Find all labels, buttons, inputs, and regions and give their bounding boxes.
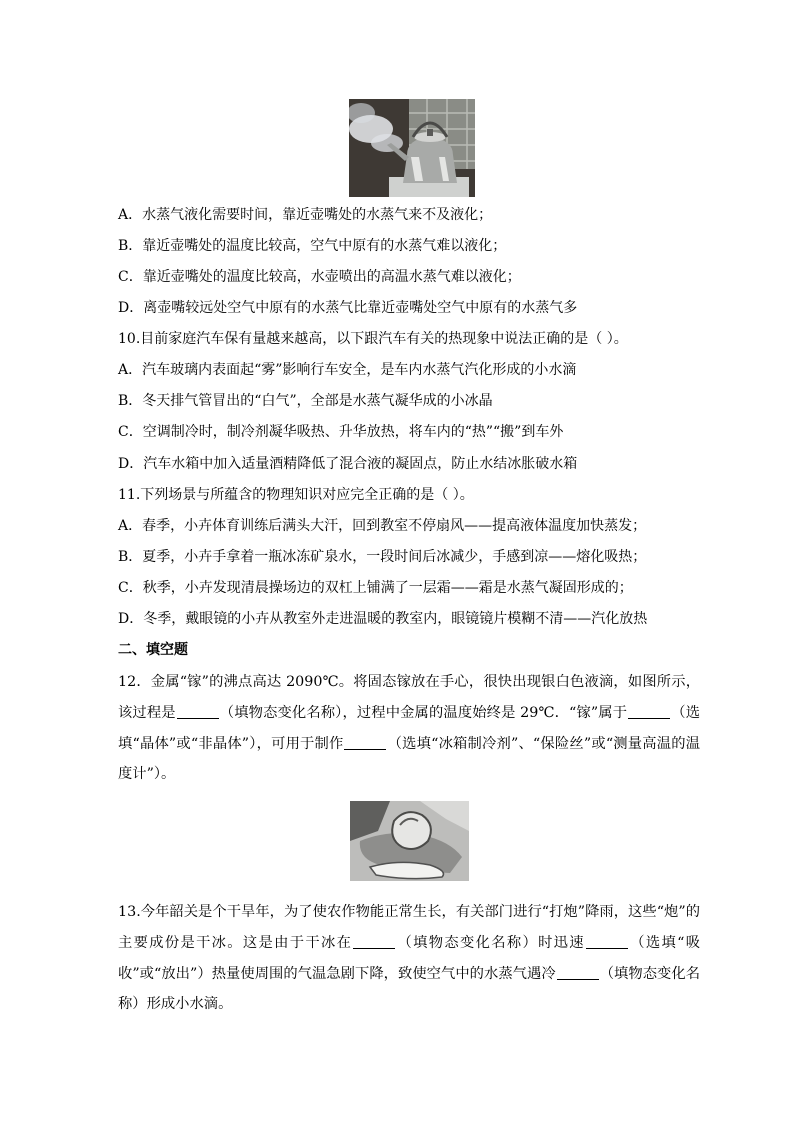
q11-option-b: B．夏季，小卉手拿着一瓶冰冻矿泉水，一段时间后冰减少，手感到凉——熔化吸热； — [118, 549, 647, 565]
q12-part-2: （填物态变化名称），过程中金属的温度始终是 29℃．“镓”属于 — [219, 704, 628, 721]
q9-option-b: B．靠近壶嘴处的温度比较高，空气中原有的水蒸气难以液化； — [118, 238, 507, 254]
q10-stem: 10.目前家庭汽车保有量越来越高，以下跟汽车有关的热现象中说法正确的是（ ）。 — [118, 331, 628, 347]
q12-blank-3[interactable] — [344, 734, 386, 750]
q10-option-d: D．汽车水箱中加入适量酒精降低了混合液的凝固点，防止水结冰胀破水箱 — [118, 456, 578, 472]
q11-option-c: C．秋季，小卉发现清晨操场边的双杠上铺满了一层霜——霜是水蒸气凝固形成的； — [118, 580, 633, 596]
q10-option-a: A．汽车玻璃内表面起“雾”影响行车安全，是车内水蒸气汽化形成的小水滴 — [118, 362, 577, 378]
q12-paragraph — [118, 667, 700, 790]
q12-part-3: （选填“晶体”或“非晶体”），可用于制作 — [118, 704, 700, 752]
q13-part-4: （填物态变化名称）形成小水滴。 — [118, 965, 700, 1013]
q9-option-a: A．水蒸气液化需要时间，靠近壶嘴处的水蒸气来不及液化； — [118, 207, 493, 223]
q13-part-2: （填物态变化名称）时迅速 — [396, 934, 585, 951]
gallium-hand-image — [350, 801, 469, 881]
q9-option-c: C．靠近壶嘴处的温度比较高，水壶喷出的高温水蒸气难以液化； — [118, 269, 521, 285]
q10-option-c: C．空调制冷时，制冷剂凝华吸热、升华放热，将车内的“热”“搬”到车外 — [118, 424, 564, 440]
q12-blank-2[interactable] — [628, 703, 670, 719]
q13-paragraph — [118, 897, 700, 1020]
q9-option-d: D．离壶嘴较远处空气中原有的水蒸气比靠近壶嘴处空气中原有的水蒸气多 — [118, 300, 578, 316]
kettle-steam-image — [349, 99, 475, 197]
q13-blank-3[interactable] — [557, 964, 599, 980]
q13-part-3: （选填“吸收”或“放出”）热量使周围的气温急剧下降，致使空气中的水蒸气遇冷 — [118, 934, 701, 982]
q11-option-a: A．春季，小卉体育训练后满头大汗，回到教室不停扇风——提高液体温度加快蒸发； — [118, 518, 647, 534]
q11-stem: 11.下列场景与所蕴含的物理知识对应完全正确的是（ ）。 — [118, 487, 474, 503]
q12-part-1: 12．金属“镓”的沸点高达 2090℃。将固态镓放在手心，很快出现银白色液滴，如图所示，该过程是 — [118, 674, 700, 721]
q13-blank-2[interactable] — [586, 933, 628, 949]
q13-part-1: 13.今年韶关是个干旱年，为了使农作物能正常生长，有关部门进行“打炮”降雨，这些“炮”的主要成份是干冰。这是由于干冰在 — [118, 904, 700, 951]
q10-option-b: B．冬天排气管冒出的“白气”，全部是水蒸气凝华成的小冰晶 — [118, 393, 493, 409]
q13-blank-1[interactable] — [353, 933, 395, 949]
q12-blank-1[interactable] — [177, 703, 219, 719]
q12-part-4: （选填“冰箱制冷剂”、“保险丝”或“测量高温的温度计”）。 — [118, 735, 700, 783]
section-heading: 二、填空题 — [118, 642, 188, 658]
q11-option-d: D．冬季，戴眼镜的小卉从教室外走进温暖的教室内，眼镜镜片模糊不清——汽化放热 — [118, 611, 648, 627]
